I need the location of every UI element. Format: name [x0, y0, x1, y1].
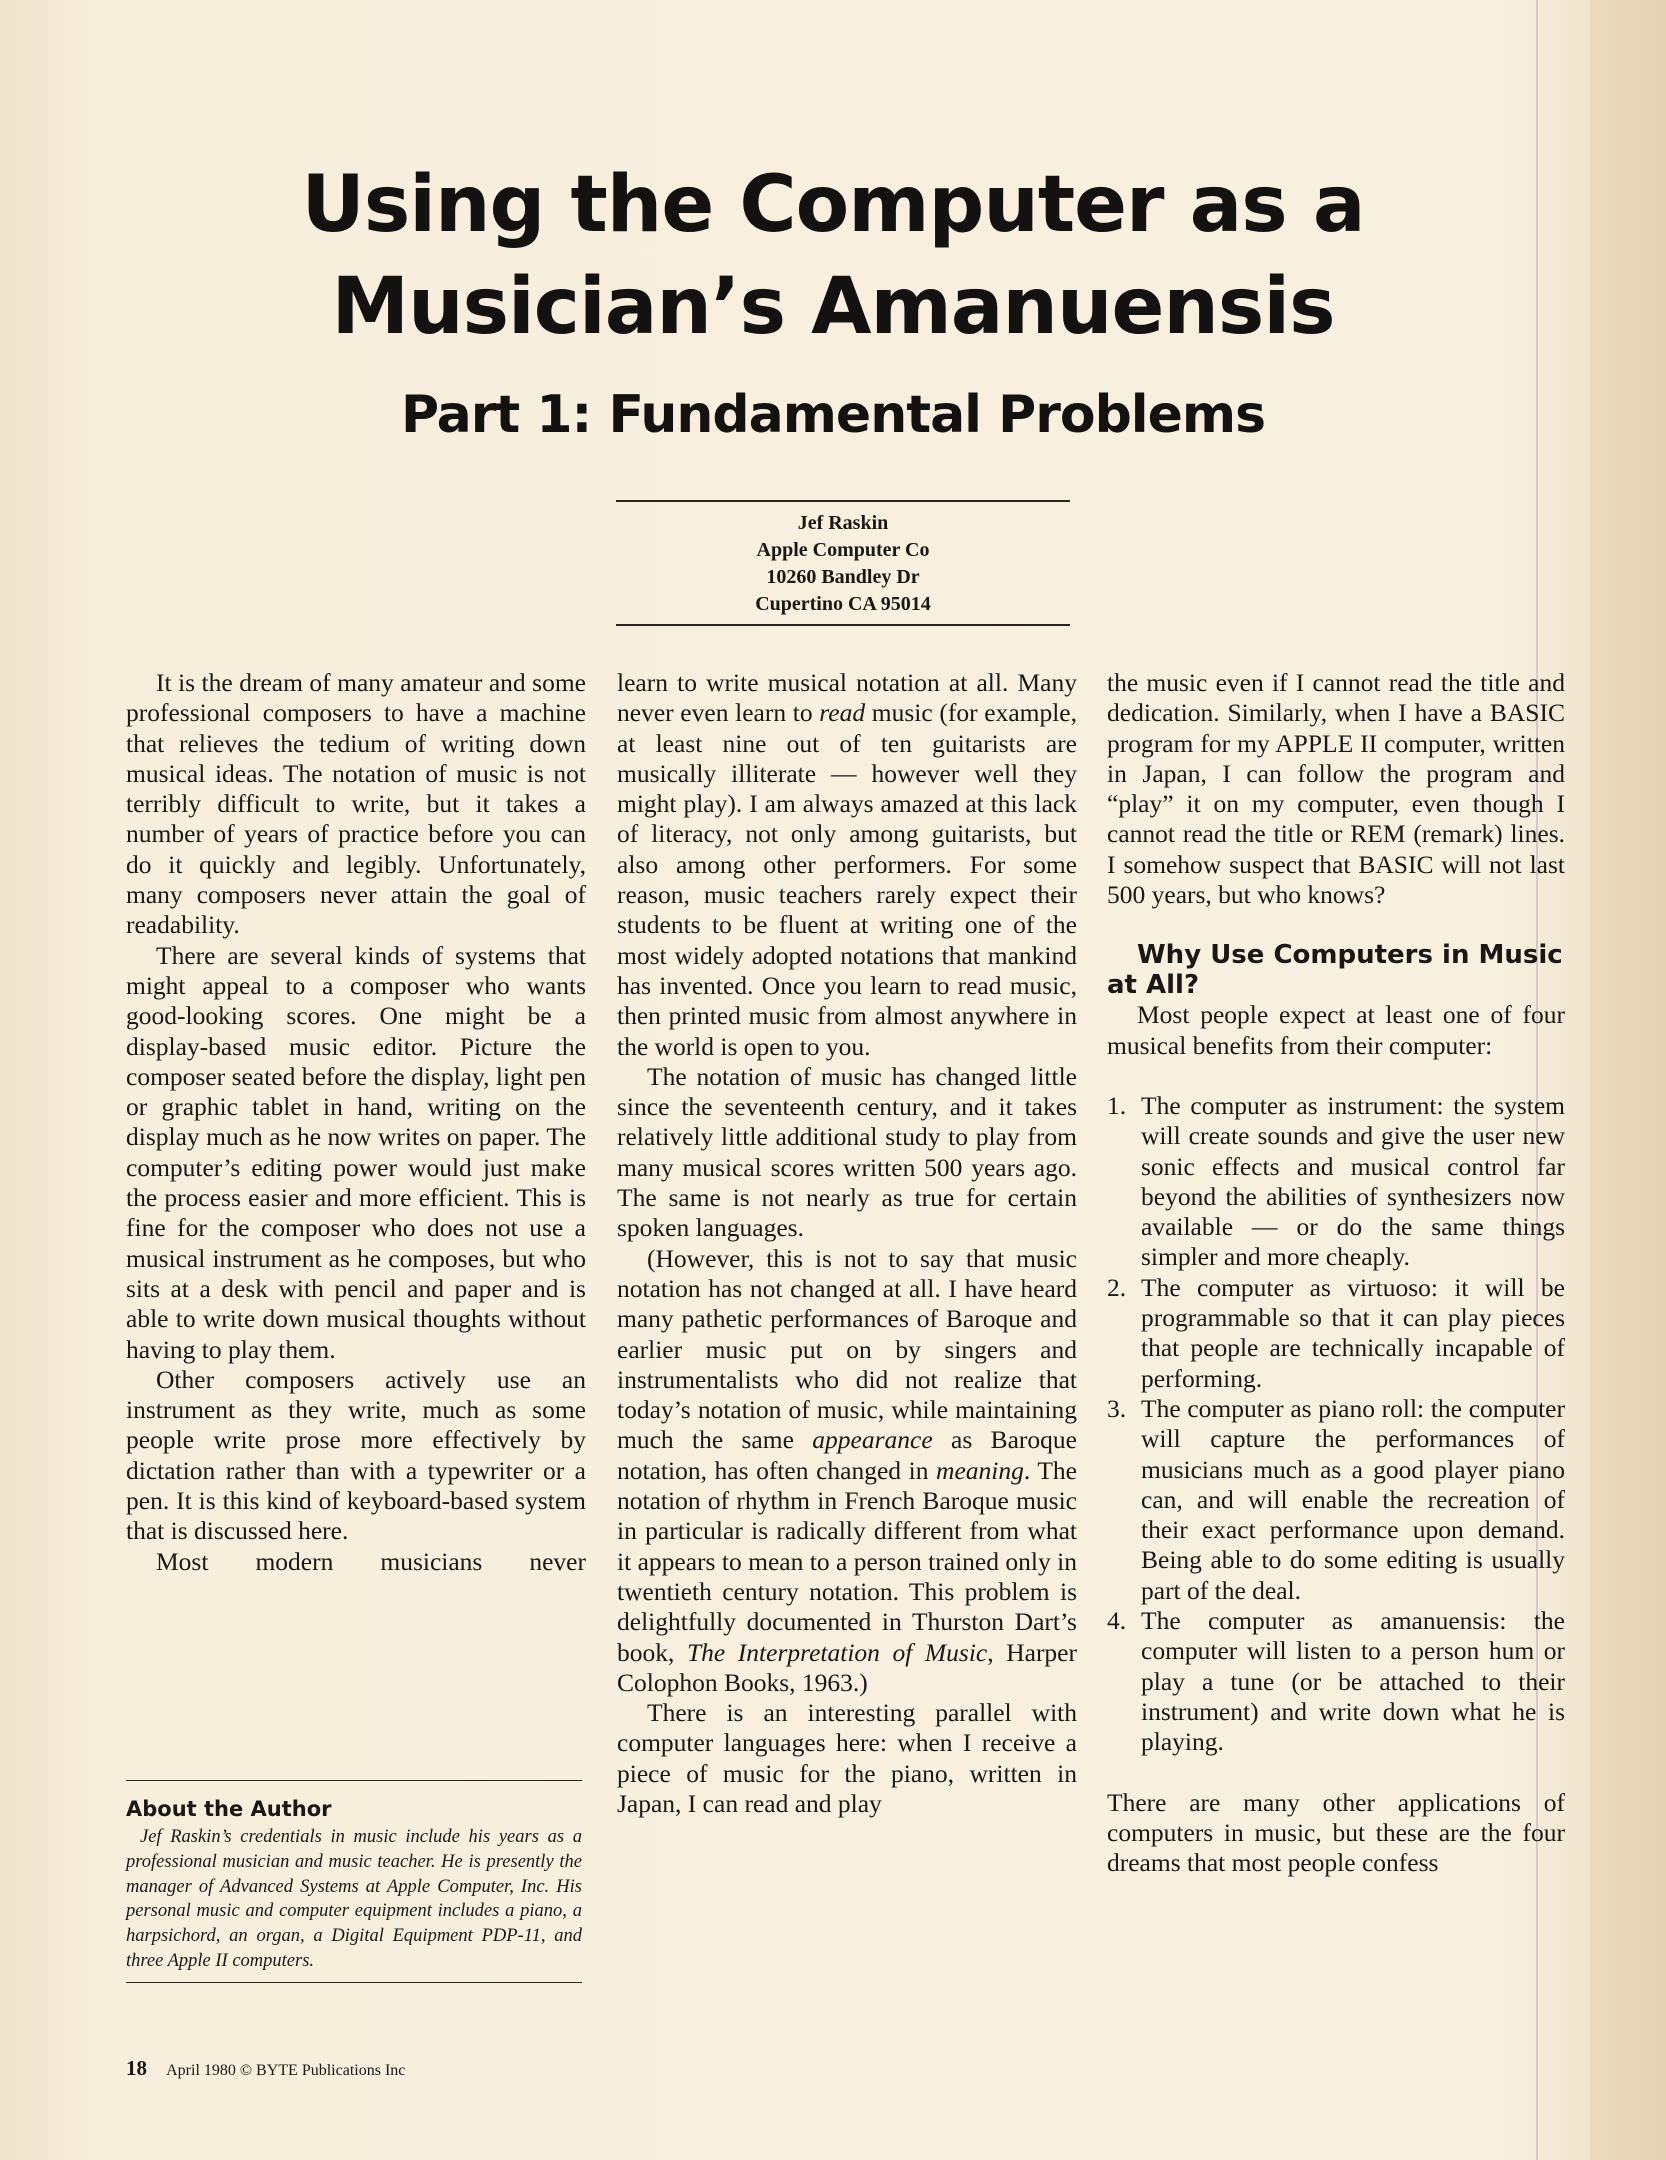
text-run: as Baroque notation, has often changed in — [617, 1425, 1077, 1485]
list-item — [1107, 1394, 1565, 1606]
text-run: , Harper Colophon Books, 1963.) — [617, 1637, 1077, 1697]
author-city: Cupertino CA 95014 — [755, 593, 931, 615]
column-3 — [1107, 668, 1565, 1878]
paragraph: There are many other applications of computers in music, but these are the four dreams that most people confess — [1107, 1787, 1565, 1878]
list-item-text: The computer as virtuoso: it will be programmable so that it can play pieces that people are technically incapable of performing. — [1141, 1272, 1565, 1393]
list-item-text: The computer as amanuensis: the computer will listen to a person hum or play a tune (or be attached to their instrument) and write down what he is playing. — [1141, 1606, 1565, 1757]
list-number: 3. — [1107, 1393, 1127, 1423]
emphasis: appearance — [812, 1425, 933, 1455]
paragraph — [617, 1244, 1077, 1698]
section-heading: Why Use Computers in Music at All? — [1107, 940, 1563, 1001]
paragraph: the music even if I cannot read the title and dedication. Similarly, when I have a BASIC program for my APPLE II computer, written in Japan, I can follow the program and “play” it on my computer, even though I cannot read the title or REM (remark) lines. I somehow suspect that BASIC will not last 500 years, but who knows? — [1107, 668, 1565, 910]
emphasis: read — [819, 698, 866, 728]
title-line-2: Musician’s Amanuensis — [331, 262, 1335, 352]
footer-credit: April 1980 © BYTE Publications Inc — [166, 2062, 406, 2079]
paragraph — [617, 668, 1077, 1062]
author-street: 10260 Bandley Dr — [766, 566, 920, 588]
list-item — [1107, 1606, 1565, 1757]
paragraph: There is an interesting parallel with computer languages here: when I receive a piece of music for the piano, written in Japan, I can read and play — [617, 1698, 1077, 1818]
text-run: (However, this is not to say that music notation has not changed at all. I have heard many pathetic performances of Baroque and earlier music put on by singers and instrumentalists who did not realize that today’s notation of music, while maintaining much the same — [617, 1243, 1077, 1455]
title-line-1: Using the Computer as a — [301, 160, 1365, 250]
emphasis: meaning — [936, 1455, 1024, 1485]
list-number: 4. — [1107, 1606, 1127, 1636]
paragraph: There are several kinds of systems that might appeal to a composer who wants good-looking scores. One might be a display-based music editor. Picture the composer seated before the display, light pen or graphic tablet in hand, writing on the display much as he now writes on paper. The computer’s editing power would just make the process easier and more efficient. This is fine for the composer who does not use a musical instrument as he composes, but who sits at a desk with pencil and paper and is able to write down musical thoughts without having to play them. — [126, 940, 586, 1364]
text-run: learn to write musical notation at all. Many never even learn to — [617, 668, 1077, 728]
list-item-text: The computer as instrument: the system will create sounds and give the user new sonic effects and musical control far beyond the abilities of synthesizers now available — or do the same things simpler and more cheaply. — [1141, 1090, 1565, 1272]
page-footer — [126, 2056, 405, 2081]
author-name: Jef Raskin — [797, 512, 889, 534]
paragraph: Other composers actively use an instrument as they write, much as some people write prose more effectively by dictation rather than with a typewriter or a pen. It is this kind of keyboard-based system that is discussed here. — [126, 1364, 586, 1546]
list-number: 2. — [1107, 1272, 1127, 1302]
subtitle: Part 1: Fundamental Problems — [400, 385, 1266, 445]
paragraph: It is the dream of many amateur and some professional composers to have a machine that relieves the tedium of writing down musical ideas. The notation of music is not terribly difficult to write, but it takes a number of years of practice before you can do it quickly and legibly. Unfortunately, many composers never attain the goal of readability. — [126, 668, 586, 940]
text-run: music (for example, at least nine out of ten guitarists are musically illiterate — however well they might play). I am always amazed at this lack of literacy, not only among guitarists, but also among other performers. For some reason, music teachers rarely expect their students to be fluent at writing one of the most widely adopted notations that mankind has invented. Once you learn to read music, then printed music from almost anywhere in the world is open to you. — [617, 698, 1077, 1061]
author-company: Apple Computer Co — [756, 539, 930, 561]
about-author-box — [126, 1780, 582, 1983]
page-number: 18 — [126, 2056, 147, 2080]
list-item-text: The computer as piano roll: the computer will capture the performances of musicians much as a good player piano can, and will enable the recreation of their exact performance upon demand. Being able to do some editing is usually part of the deal. — [1141, 1393, 1565, 1605]
column-1 — [126, 668, 586, 1577]
author-byline — [616, 500, 1070, 626]
list-item — [1107, 1091, 1565, 1273]
paragraph: The notation of music has changed little since the seventeenth century, and it takes relatively little additional study to play from many musical scores written 500 years ago. The same is not nearly as true for certain spoken languages. — [617, 1061, 1077, 1243]
about-author-text: Jef Raskin’s credentials in music include his years as a professional musician and music teacher. He is presently the manager of Advanced Systems at Apple Computer, Inc. His personal music and computer equipment includes a piano, a harpsichord, an organ, a Digital Equipment PDP-11, and three Apple II computers. — [126, 1827, 582, 1971]
list-number: 1. — [1107, 1090, 1127, 1120]
benefits-list — [1107, 1091, 1565, 1758]
text-run: . The notation of rhythm in French Baroque music in particular is radically different from what it appears to mean to a person trained only in twentieth century notation. This problem is delightfully documented in Thurston Dart’s book, — [617, 1455, 1077, 1667]
emphasis: The Interpretation of Music — [686, 1637, 988, 1667]
column-2 — [617, 668, 1077, 1819]
list-item — [1107, 1273, 1565, 1394]
paragraph: Most people expect at least one of four musical benefits from their computer: — [1107, 1000, 1565, 1060]
about-author-heading: About the Author — [126, 1797, 332, 1821]
paragraph: Most modern musicians never — [156, 1546, 586, 1576]
